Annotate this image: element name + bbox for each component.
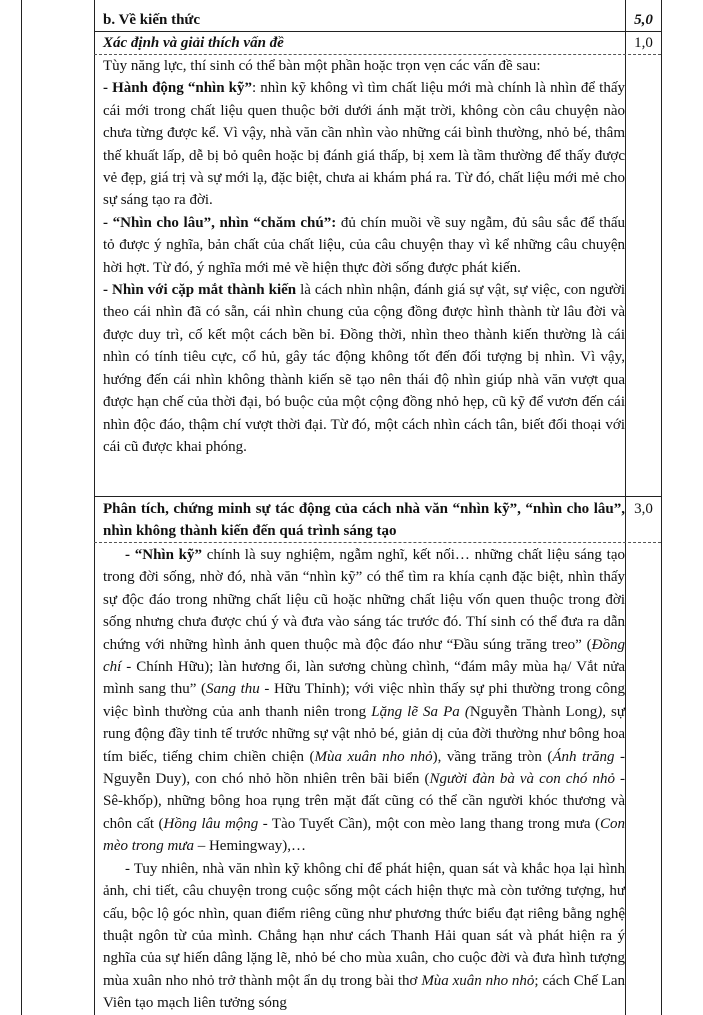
work-title: Người đàn bà và con chó nhỏ (429, 771, 615, 788)
point-text: là cách nhìn nhận, đánh giá sự vật, sự việc, con người theo cái nhìn đã có sẵn, cái nhìn chung của cộng đồng được hình thành từ lâu đời và được duy trì, cố kết một cách bền bỉ. Đồng thời, nhìn theo thành kiến thường là cái nhìn có tính tiêu cực, cổ hủ, gây tác động không tốt đến đối tượng bị nhìn. Vì vậy, hướng đến cái nhìn không thành kiến sẽ tạo nên thái độ nhìn giúp nhà văn vượt qua được hạn chế của thời đại, bó buộc của một cộng đồng nhỏ hẹp, cũ kỹ để vươn đến cái nhìn độc đáo, thậm chí vượt thời đại. Từ đó, một cách nhìn cách tân, biết đối thoại với cái cũ được khai phóng. (103, 282, 625, 455)
part1-point-3 (103, 279, 625, 458)
point-text: - Tào Tuyết Cần), một con mèo lang thang trong mưa ( (258, 815, 600, 832)
work-title: Mùa xuân nho nhỏ (421, 972, 535, 989)
part1-heading: Xác định và giải thích vấn đề (103, 35, 284, 51)
part1-intro: Tùy năng lực, thí sinh có thể bàn một phần hoặc trọn vẹn các vấn đề sau: (103, 58, 541, 74)
point-text: – Hemingway),… (193, 838, 307, 855)
part1-point-1 (103, 77, 625, 211)
part2-point-1 (103, 544, 625, 858)
work-title: Con mèo trong mưa (103, 815, 625, 855)
point-text: chính là suy nghiệm, ngẫm nghĩ, kết nối… những chất liệu sáng tạo trong đời sống, nhờ đó, nhà văn “nhìn kỹ” có thể tìm ra khía cạnh đặc biệt, nhìn thấy sự độc đáo trong những chất liệu cũ hoặc những chất liệu vốn quen thuộc trong đời sống nhưng chưa được chú ý và đưa vào sáng tác trước đó. Thí sinh có thể đưa ra dẫn chứng với những hình ảnh quen thuộc mà độc đáo như “Đầu súng trăng treo” ( (103, 547, 625, 653)
point-text: : nhìn kỹ không vì tìm chất liệu mới mà chính là nhìn để thấy cái mới trong chất liệu quen thuộc bởi dưới ánh mặt trời, không còn câu chuyện nào chưa từng được kể. Vì vậy, nhà văn cần nhìn vào những cái bình thường, nhỏ bé, thâm thế khuất lấp, dễ bị bỏ quên hoặc bị đánh giá thấp, bị xem là tầm thường để thấy được vẻ đẹp, giá trị và sự mới lạ, đặc biệt, chưa ai khám phá ra. Từ đó, chất liệu mới mẻ cho sự sáng tạo ra đời. (103, 80, 625, 209)
part2-point-2 (103, 858, 625, 1015)
outer-left-border (21, 0, 22, 1015)
work-title: Ánh trăng (552, 748, 615, 765)
point-text: đủ chín muồi về suy ngẫm, đủ sâu sắc để thấu tỏ được ý nghĩa, bản chất của chất liệu, của câu chuyện thay vì kể những câu chuyện hời hợt. Từ đó, ý nghĩa mới mẻ về hiện thực đời sống được phát kiến. (103, 214, 625, 276)
section-title: b. Về kiến thức (103, 12, 201, 28)
work-title: Mùa xuân nho nhỏ (314, 748, 433, 765)
content-left-border (94, 0, 95, 1015)
section-score: 5,0 (634, 12, 653, 28)
work-title: Đồng chí (103, 636, 625, 676)
part1-body (103, 55, 625, 458)
work-title: Lặng lẽ Sa Pa ( (371, 703, 470, 720)
point-lead: - Nhìn với cặp mắt thành kiến (103, 282, 297, 299)
point-text: ), vầng trăng tròn ( (432, 748, 553, 765)
part2-score: 3,0 (634, 501, 653, 517)
point-lead: - “Nhìn cho lâu”, nhìn “chăm chú”: (103, 214, 337, 231)
point-text: - Sê-khốp), những bông hoa rụng trên mặt đất cũng có thể cần người khóc thương và chôn cất ( (103, 771, 625, 832)
row-divider (94, 496, 661, 497)
point-text: - Nguyễn Duy), con chó nhỏ hồn nhiên trên bãi biển ( (103, 748, 625, 788)
point-text: sự rung động đầy tinh tế trước những sự vật nhỏ bé, giản dị của đời thường như bông hoa tím biếc, tiếng chim chiền chiện ( (103, 703, 626, 765)
point-text: - Tuy nhiên, nhà văn nhìn kỹ không chỉ để phát hiện, quan sát và khắc họa lại hình ảnh, chi tiết, câu chuyện trong cuộc sống một cách hiện thực mà còn tưởng tượng, hư cấu, bộc lộ góc nhìn, quan điểm riêng cũng như phương thức biểu đạt riêng bằng nghệ thuật ngôn từ của mình. Chẳng hạn như cách Thanh Hải quan sát và phát hiện ra ý nghĩa của sự hiến dâng lặng lẽ, nhỏ bé cho mùa xuân, cho cuộc đời và đưa hình tượng mùa xuân nho nhỏ trở thành một ẩn dụ trong bài thơ (103, 860, 625, 989)
punctuation: ), (597, 703, 606, 720)
point-lead: - “Nhìn kỹ” (125, 547, 202, 563)
part1-score: 1,0 (634, 35, 653, 51)
point-text: - Hữu Thỉnh); với việc nhìn thấy sự phi thường trong công việc bình thường của anh thanh niên trong (103, 681, 625, 720)
work-title: Hồng lâu mộng (163, 815, 259, 832)
part2-heading: Phân tích, chứng minh sự tác động của cách nhà văn “nhìn kỹ”, “nhìn cho lâu”, nhìn không thành kiến đến quá trình sáng tạo (103, 501, 625, 540)
part2-body (103, 544, 625, 1015)
point-text: - Chính Hữu); làn hương ổi, làn sương chùng chình, “đám mây mùa hạ/ Vắt nửa mình sang thu” ( (103, 659, 625, 698)
point-text: Nguyễn Thành Long (469, 703, 598, 720)
work-title: Sang thu (205, 681, 260, 698)
point-lead: - Hành động “nhìn kỹ” (103, 80, 253, 97)
right-border (661, 0, 662, 1015)
point-text: ; cách Chế Lan Viên tạo mạch liên tưởng sóng (103, 972, 626, 1012)
part1-point-2 (103, 212, 625, 279)
